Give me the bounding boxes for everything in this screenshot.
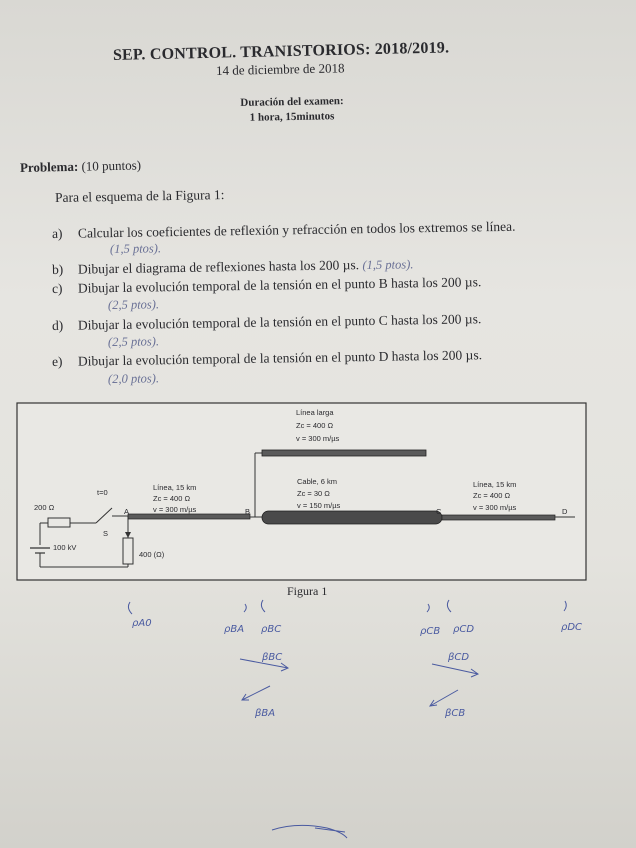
line-cd-v: v = 300 m/µs <box>473 503 517 512</box>
figure-caption: Figura 1 <box>287 584 328 598</box>
question-points: (1,5 ptos). <box>362 257 414 273</box>
duration-label: Duración del examen: <box>240 95 344 109</box>
hw-beta-cb: βCB <box>445 708 466 719</box>
line-cd-zc: Zc = 400 Ω <box>473 491 511 500</box>
question-label: d) <box>51 317 64 333</box>
arrow-beta-cb <box>430 690 458 706</box>
line-ab-name: Línea, 15 km <box>153 483 197 492</box>
question-text: Calcular los coeficientes de reflexión y refracción en todos los extremos se línea. <box>77 218 516 241</box>
long-line-name: Línea larga <box>296 408 334 417</box>
line-ab-v: v = 300 m/µs <box>153 505 197 514</box>
question-text: Dibujar la evolución temporal de la tensión en el punto C hasta los 200 µs. <box>77 311 482 333</box>
duration-value: 1 hora, 15minutos <box>249 110 335 124</box>
cable-conductor <box>262 511 442 524</box>
hook-mark <box>447 600 451 612</box>
hw-rho-bc: ρBC <box>261 624 282 635</box>
question-label: b) <box>51 261 64 277</box>
hook-mark <box>261 600 265 612</box>
hw-rho-cb: ρCB <box>420 626 441 637</box>
cable-name: Cable, 6 km <box>297 477 338 486</box>
question-a-points: (1,5 ptos). <box>109 241 162 256</box>
problem-intro: Para el esquema de la Figura 1: <box>54 187 225 205</box>
problem-points: (10 puntos) <box>81 157 142 174</box>
long-line-conductor <box>262 450 426 456</box>
source-voltage-label: 100 kV <box>53 543 77 552</box>
line-ab-zc: Zc = 400 Ω <box>153 494 191 503</box>
node-a-label: A <box>124 507 130 516</box>
hw-rho-dc: ρDC <box>561 622 583 633</box>
question-e-points: (2,0 ptos). <box>107 371 160 386</box>
cable-zc: Zc = 30 Ω <box>297 489 330 498</box>
hw-rho-a0: ρA0 <box>132 618 152 629</box>
question-c-points: (2,5 ptos). <box>107 297 160 312</box>
hook-mark <box>244 604 246 612</box>
hook-mark <box>128 602 132 614</box>
exam-date: 14 de diciembre de 2018 <box>215 60 345 78</box>
node-c-label: C <box>436 507 442 516</box>
hw-rho-cd: ρCD <box>453 624 475 635</box>
shunt-resistor-label: 400 (Ω) <box>139 550 165 559</box>
node-d-label: D <box>562 507 568 516</box>
question-d-points: (2,5 ptos). <box>107 334 160 349</box>
hw-beta-bc: βBC <box>262 652 283 663</box>
handwriting-labels <box>132 618 582 719</box>
cable-v: v = 150 m/µs <box>297 501 341 510</box>
question-text: Dibujar la evolución temporal de la tensión en el punto B hasta los 200 µs. <box>77 274 482 296</box>
long-line-zc: Zc = 400 Ω <box>296 421 334 430</box>
question-label: e) <box>51 353 63 369</box>
source-resistor-label: 200 Ω <box>34 503 55 512</box>
node-b-label: B <box>245 507 251 516</box>
hw-beta-cd: βCD <box>448 652 470 663</box>
line-ab-conductor <box>128 514 250 519</box>
handwriting-strokes <box>128 600 566 838</box>
question-label: a) <box>51 225 63 241</box>
hw-rho-ba: ρBA <box>224 624 245 635</box>
partial-scribble <box>272 825 347 838</box>
line-cd-name: Línea, 15 km <box>473 480 517 489</box>
switch-label: S <box>103 529 109 538</box>
hw-beta-ba: βBA <box>255 708 276 719</box>
question-label: c) <box>51 280 63 296</box>
switch-time-label: t=0 <box>97 488 108 497</box>
problem-label: Problema: <box>19 158 79 175</box>
question-text: Dibujar el diagrama de reflexiones hasta los 200 µs. <box>77 257 360 277</box>
long-line-v: v = 300 m/µs <box>296 434 340 443</box>
arrow-beta-ba <box>242 686 270 700</box>
line-cd-conductor <box>442 515 555 520</box>
exam-title: SEP. CONTROL. TRANISTORIOS: 2018/2019. <box>112 39 450 64</box>
hook-mark <box>427 604 429 612</box>
hook-mark <box>564 601 566 611</box>
question-text: Dibujar la evolución temporal de la tensión en el punto D hasta los 200 µs. <box>77 347 483 369</box>
